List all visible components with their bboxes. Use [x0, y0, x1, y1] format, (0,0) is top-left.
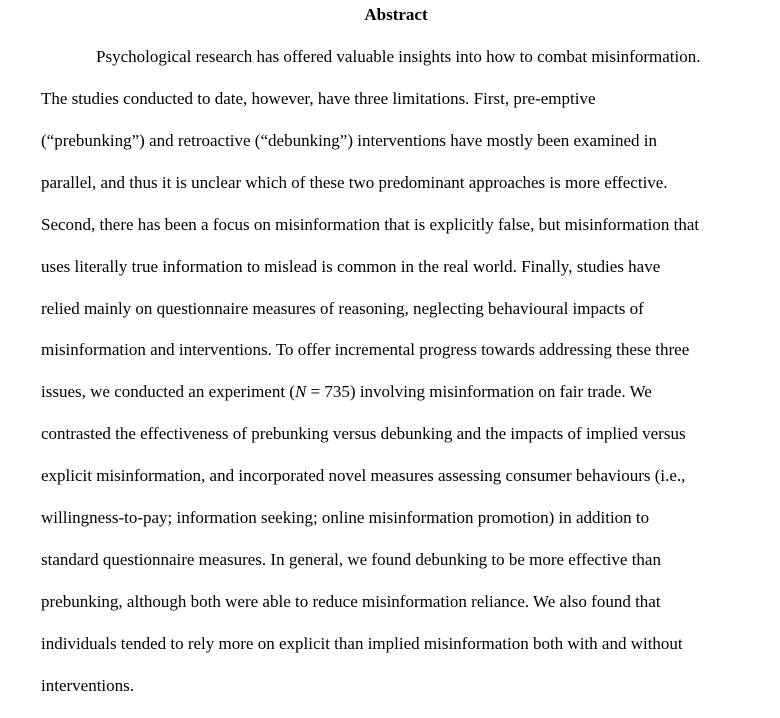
abstract-line: uses literally true information to mislead is common in the real world. Finally, studies have	[41, 257, 661, 276]
sample-size-symbol: N	[294, 382, 307, 401]
abstract-line: prebunking, although both were able to reduce misinformation reliance. We also found that	[41, 592, 661, 611]
abstract-line: (“prebunking”) and retroactive (“debunking”) interventions have mostly been examined in	[41, 131, 658, 150]
abstract-line: interventions.	[41, 676, 135, 695]
abstract-line: individuals tended to rely more on explicit than implied misinformation both with and without	[41, 634, 683, 653]
abstract-line: The studies conducted to date, however, have three limitations. First, pre-emptive	[41, 89, 596, 108]
line-text-before: issues, we conducted an experiment (	[41, 382, 295, 401]
abstract-line: willingness-to-pay; information seeking; online misinformation promotion) in addition to	[41, 508, 650, 527]
abstract-line: Second, there has been a focus on misinformation that is explicitly false, but misinformation that	[41, 215, 700, 234]
abstract-line: Psychological research has offered valuable insights into how to combat misinformation.	[96, 47, 701, 66]
abstract-line: contrasted the effectiveness of prebunking versus debunking and the impacts of implied versus	[41, 424, 686, 443]
abstract-line: standard questionnaire measures. In general, we found debunking to be more effective than	[41, 550, 661, 569]
abstract-line-sample-size	[41, 382, 652, 402]
abstract-line: misinformation and interventions. To offer incremental progress towards addressing these three	[41, 340, 690, 359]
abstract-line: relied mainly on questionnaire measures of reasoning, neglecting behavioural impacts of	[41, 299, 644, 318]
abstract-line: parallel, and thus it is unclear which of these two predominant approaches is more effective.	[41, 173, 668, 192]
line-text-after: = 735) involving misinformation on fair trade. We	[306, 382, 652, 401]
abstract-heading: Abstract	[364, 5, 428, 24]
abstract-line: explicit misinformation, and incorporated novel measures assessing consumer behaviours (i.e.,	[41, 466, 686, 485]
